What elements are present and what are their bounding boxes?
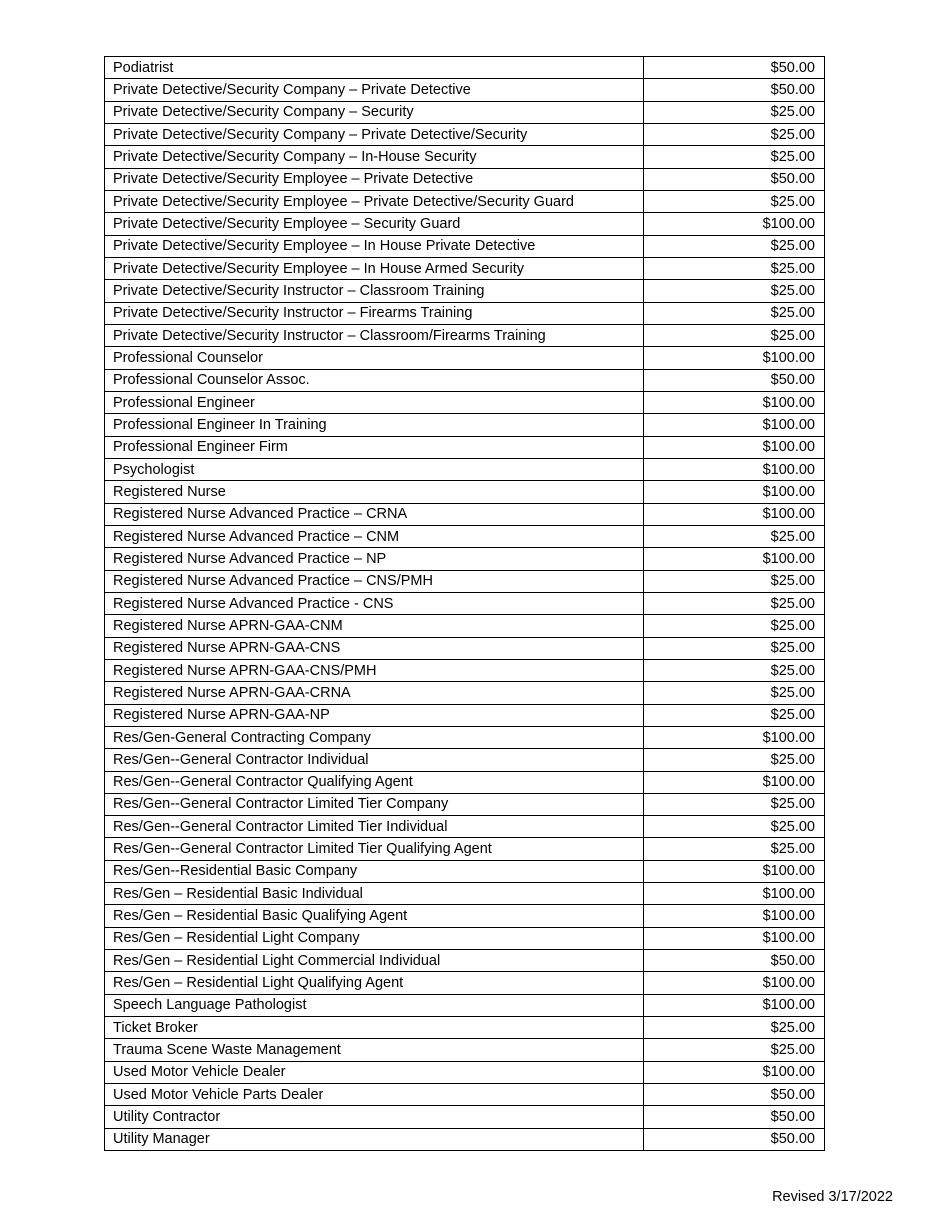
fee-cell: $25.00 [644,235,825,257]
license-type-cell: Res/Gen – Residential Light Company [105,927,644,949]
fee-cell: $25.00 [644,101,825,123]
table-row [105,190,825,212]
table-row [105,481,825,503]
table-row [105,950,825,972]
license-type-cell: Utility Contractor [105,1106,644,1128]
license-type-cell: Private Detective/Security Employee – Security Guard [105,213,644,235]
fee-cell: $25.00 [644,1017,825,1039]
fee-cell: $25.00 [644,570,825,592]
fee-cell: $25.00 [644,749,825,771]
table-row [105,570,825,592]
license-type-cell: Registered Nurse Advanced Practice – CNS/PMH [105,570,644,592]
fee-cell: $50.00 [644,369,825,391]
fee-cell: $100.00 [644,771,825,793]
table-row [105,436,825,458]
table-row [105,860,825,882]
license-type-cell: Res/Gen – Residential Light Commercial Individual [105,950,644,972]
table-row [105,525,825,547]
license-type-cell: Res/Gen--General Contractor Limited Tier Qualifying Agent [105,838,644,860]
fee-cell: $25.00 [644,257,825,279]
license-type-cell: Private Detective/Security Company – Private Detective [105,79,644,101]
license-type-cell: Registered Nurse Advanced Practice – CNM [105,525,644,547]
license-type-cell: Psychologist [105,458,644,480]
table-row [105,280,825,302]
fee-cell: $100.00 [644,972,825,994]
fee-cell: $50.00 [644,1128,825,1150]
fee-cell: $50.00 [644,950,825,972]
fee-cell: $25.00 [644,302,825,324]
table-row [105,213,825,235]
fee-cell: $100.00 [644,883,825,905]
fee-cell: $100.00 [644,503,825,525]
fee-cell: $25.00 [644,1039,825,1061]
fee-cell: $25.00 [644,659,825,681]
license-type-cell: Res/Gen--General Contractor Qualifying Agent [105,771,644,793]
license-type-cell: Res/Gen--Residential Basic Company [105,860,644,882]
table-row [105,257,825,279]
fee-cell: $100.00 [644,347,825,369]
fee-table-body [105,57,825,1151]
table-row [105,615,825,637]
license-type-cell: Ticket Broker [105,1017,644,1039]
license-type-cell: Private Detective/Security Employee – In House Private Detective [105,235,644,257]
license-type-cell: Res/Gen--General Contractor Limited Tier Company [105,793,644,815]
license-type-cell: Registered Nurse Advanced Practice – NP [105,548,644,570]
fee-cell: $25.00 [644,146,825,168]
table-row [105,302,825,324]
table-row [105,838,825,860]
fee-cell: $25.00 [644,704,825,726]
license-type-cell: Professional Engineer [105,391,644,413]
table-row [105,391,825,413]
table-row [105,548,825,570]
table-row [105,972,825,994]
fee-cell: $50.00 [644,79,825,101]
license-type-cell: Res/Gen – Residential Basic Individual [105,883,644,905]
table-row [105,883,825,905]
table-row [105,414,825,436]
fee-cell: $50.00 [644,1106,825,1128]
license-type-cell: Registered Nurse APRN-GAA-CNM [105,615,644,637]
table-row [105,1128,825,1150]
license-type-cell: Private Detective/Security Employee – Private Detective/Security Guard [105,190,644,212]
fee-cell: $25.00 [644,190,825,212]
fee-cell: $100.00 [644,458,825,480]
table-row [105,57,825,79]
fee-cell: $100.00 [644,726,825,748]
fee-cell: $25.00 [644,280,825,302]
table-row [105,168,825,190]
fee-cell: $100.00 [644,1061,825,1083]
fee-cell: $100.00 [644,391,825,413]
table-row [105,1106,825,1128]
table-row [105,726,825,748]
table-row [105,637,825,659]
table-row [105,324,825,346]
fee-cell: $25.00 [644,793,825,815]
license-type-cell: Res/Gen--General Contractor Limited Tier Individual [105,816,644,838]
license-type-cell: Private Detective/Security Employee – Private Detective [105,168,644,190]
license-type-cell: Private Detective/Security Company – In-House Security [105,146,644,168]
license-type-cell: Professional Counselor Assoc. [105,369,644,391]
fee-cell: $25.00 [644,592,825,614]
table-row [105,749,825,771]
table-row [105,146,825,168]
license-type-cell: Registered Nurse APRN-GAA-CNS/PMH [105,659,644,681]
fee-cell: $25.00 [644,682,825,704]
table-row [105,1017,825,1039]
fee-cell: $50.00 [644,168,825,190]
table-row [105,1039,825,1061]
table-row [105,659,825,681]
license-type-cell: Used Motor Vehicle Parts Dealer [105,1084,644,1106]
license-type-cell: Registered Nurse Advanced Practice – CRNA [105,503,644,525]
table-row [105,592,825,614]
license-type-cell: Professional Engineer Firm [105,436,644,458]
table-row [105,369,825,391]
license-type-cell: Registered Nurse APRN-GAA-NP [105,704,644,726]
fee-cell: $25.00 [644,324,825,346]
license-type-cell: Res/Gen-General Contracting Company [105,726,644,748]
license-type-cell: Trauma Scene Waste Management [105,1039,644,1061]
table-row [105,927,825,949]
license-type-cell: Used Motor Vehicle Dealer [105,1061,644,1083]
license-type-cell: Private Detective/Security Instructor – Classroom/Firearms Training [105,324,644,346]
fee-cell: $100.00 [644,414,825,436]
table-row [105,793,825,815]
table-row [105,503,825,525]
fee-cell: $25.00 [644,637,825,659]
table-row [105,347,825,369]
license-type-cell: Registered Nurse APRN-GAA-CNS [105,637,644,659]
fee-cell: $25.00 [644,525,825,547]
table-row [105,816,825,838]
table-row [105,905,825,927]
license-type-cell: Private Detective/Security Employee – In House Armed Security [105,257,644,279]
license-type-cell: Podiatrist [105,57,644,79]
fee-cell: $100.00 [644,436,825,458]
fee-cell: $25.00 [644,123,825,145]
license-type-cell: Private Detective/Security Company – Private Detective/Security [105,123,644,145]
license-type-cell: Professional Counselor [105,347,644,369]
fee-cell: $100.00 [644,213,825,235]
fee-cell: $25.00 [644,838,825,860]
fee-cell: $100.00 [644,860,825,882]
table-row [105,123,825,145]
table-row [105,771,825,793]
license-type-cell: Registered Nurse [105,481,644,503]
table-row [105,458,825,480]
fee-cell: $50.00 [644,57,825,79]
table-row [105,235,825,257]
license-type-cell: Res/Gen--General Contractor Individual [105,749,644,771]
table-row [105,1061,825,1083]
fee-cell: $100.00 [644,905,825,927]
license-type-cell: Registered Nurse APRN-GAA-CRNA [105,682,644,704]
license-type-cell: Professional Engineer In Training [105,414,644,436]
table-row [105,1084,825,1106]
table-row [105,79,825,101]
license-type-cell: Utility Manager [105,1128,644,1150]
table-row [105,704,825,726]
revised-date: Revised 3/17/2022 [772,1189,893,1205]
table-row [105,994,825,1016]
license-type-cell: Private Detective/Security Instructor – Classroom Training [105,280,644,302]
fee-cell: $50.00 [644,1084,825,1106]
fee-cell: $100.00 [644,994,825,1016]
fee-cell: $100.00 [644,927,825,949]
fee-cell: $25.00 [644,615,825,637]
license-type-cell: Res/Gen – Residential Light Qualifying Agent [105,972,644,994]
license-type-cell: Private Detective/Security Instructor – Firearms Training [105,302,644,324]
table-row [105,101,825,123]
fee-cell: $100.00 [644,481,825,503]
fee-table [104,56,825,1151]
fee-cell: $100.00 [644,548,825,570]
license-type-cell: Res/Gen – Residential Basic Qualifying Agent [105,905,644,927]
fee-cell: $25.00 [644,816,825,838]
license-type-cell: Registered Nurse Advanced Practice - CNS [105,592,644,614]
table-row [105,682,825,704]
license-type-cell: Speech Language Pathologist [105,994,644,1016]
license-type-cell: Private Detective/Security Company – Security [105,101,644,123]
